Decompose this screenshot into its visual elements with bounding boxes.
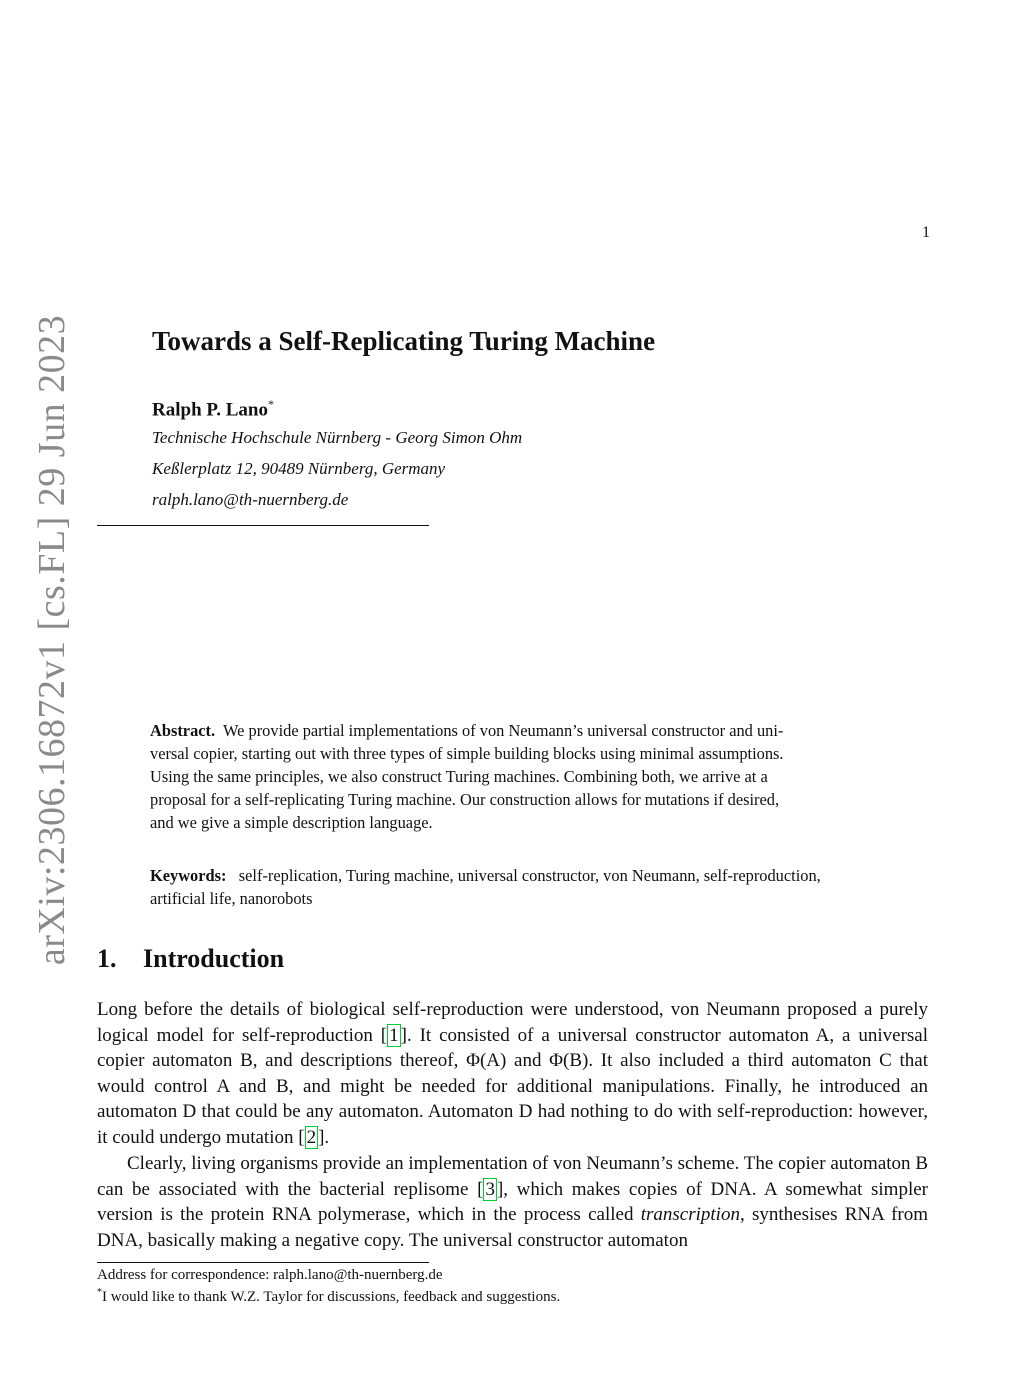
- abstract-label: Abstract.: [150, 721, 216, 740]
- paper-title: Towards a Self-Replicating Turing Machine: [152, 326, 656, 356]
- page-number: 1: [922, 224, 930, 241]
- footnote-thanks: [97, 1287, 560, 1306]
- keywords-line: artificial life, nanorobots: [150, 889, 313, 908]
- author-affiliation: Technische Hochschule Nürnberg - Georg Simon Ohm: [152, 428, 523, 447]
- keywords: [150, 864, 920, 910]
- section-title: Introduction: [143, 944, 285, 973]
- arxiv-identifier-stamp: arXiv:2306.16872v1 [cs.FL] 29 Jun 2023: [31, 314, 73, 966]
- author-footnote-mark: *: [268, 397, 274, 411]
- section-number: 1.: [97, 944, 117, 973]
- paragraph-text: , synthesises RNA from DNA, basically making a negative copy. The universal constructor automaton: [97, 1204, 928, 1251]
- footnote-mark: *: [97, 1287, 102, 1298]
- intro-paragraph-2: [97, 1151, 928, 1253]
- keywords-line: [150, 864, 920, 887]
- footnote-correspondence: Address for correspondence: ralph.lano@th-nuernberg.de: [97, 1267, 443, 1283]
- emphasized-term: transcription: [640, 1204, 740, 1226]
- intro-paragraph-1: [97, 997, 928, 1151]
- author-address: Keßlerplatz 12, 90489 Nürnberg, Germany: [152, 459, 446, 478]
- abstract-line: [150, 719, 910, 742]
- paragraph-text: Clearly, living organisms provide an implementation of von Neumann’s scheme. The copier automaton B can be associated with the bacterial replisome [: [97, 1153, 928, 1200]
- paragraph-text: ].: [318, 1126, 330, 1148]
- author-email[interactable]: ralph.lano@th-nuernberg.de: [152, 490, 349, 509]
- abstract-line: and we give a simple description language.: [150, 813, 433, 832]
- keywords-label: Keywords:: [150, 866, 227, 885]
- author-name: [152, 397, 274, 421]
- abstract-line: Using the same principles, we also construct Turing machines. Combining both, we arrive at a: [150, 767, 768, 786]
- footnote-thanks-text: I would like to thank W.Z. Taylor for discussions, feedback and suggestions.: [102, 1289, 561, 1305]
- paragraph-text: ]. It consisted of a universal constructor automaton A, a universal copier automaton B, and descriptions thereof, Φ(A) and Φ(B). It also included a third automaton C that would control A and B, and might be needed for additional manipulations. Finally, he introduced an automaton D that could be any automaton. Automaton D had nothing to do with self-reproduction: however, it could undergo mutation [: [97, 1024, 928, 1148]
- author-name-text: Ralph P. Lano: [152, 399, 268, 421]
- header-divider: [97, 525, 429, 526]
- citation-link[interactable]: 1: [389, 1024, 399, 1046]
- keywords-text: self-replication, Turing machine, universal constructor, von Neumann, self-reproduction,: [238, 866, 821, 885]
- abstract: [150, 719, 910, 834]
- paragraph-text: Long before the details of biological self-reproduction were understood, von Neumann proposed a purely logical model for self-reproduction [: [97, 999, 928, 1046]
- citation-link[interactable]: 3: [485, 1178, 495, 1200]
- section-heading: [97, 944, 284, 974]
- footnote-divider: [97, 1262, 429, 1263]
- citation-link[interactable]: 2: [306, 1126, 317, 1148]
- abstract-line: versal copier, starting out with three types of simple building blocks using minimal assumptions.: [150, 744, 784, 763]
- paragraph-text: ], which makes copies of DNA. A somewhat simpler version is the protein RNA polymerase, which in the process called: [97, 1178, 929, 1226]
- abstract-line: proposal for a self-replicating Turing machine. Our construction allows for mutations if desired,: [150, 790, 780, 809]
- abstract-line-text: We provide partial implementations of von Neumann’s universal constructor and uni-: [223, 721, 784, 740]
